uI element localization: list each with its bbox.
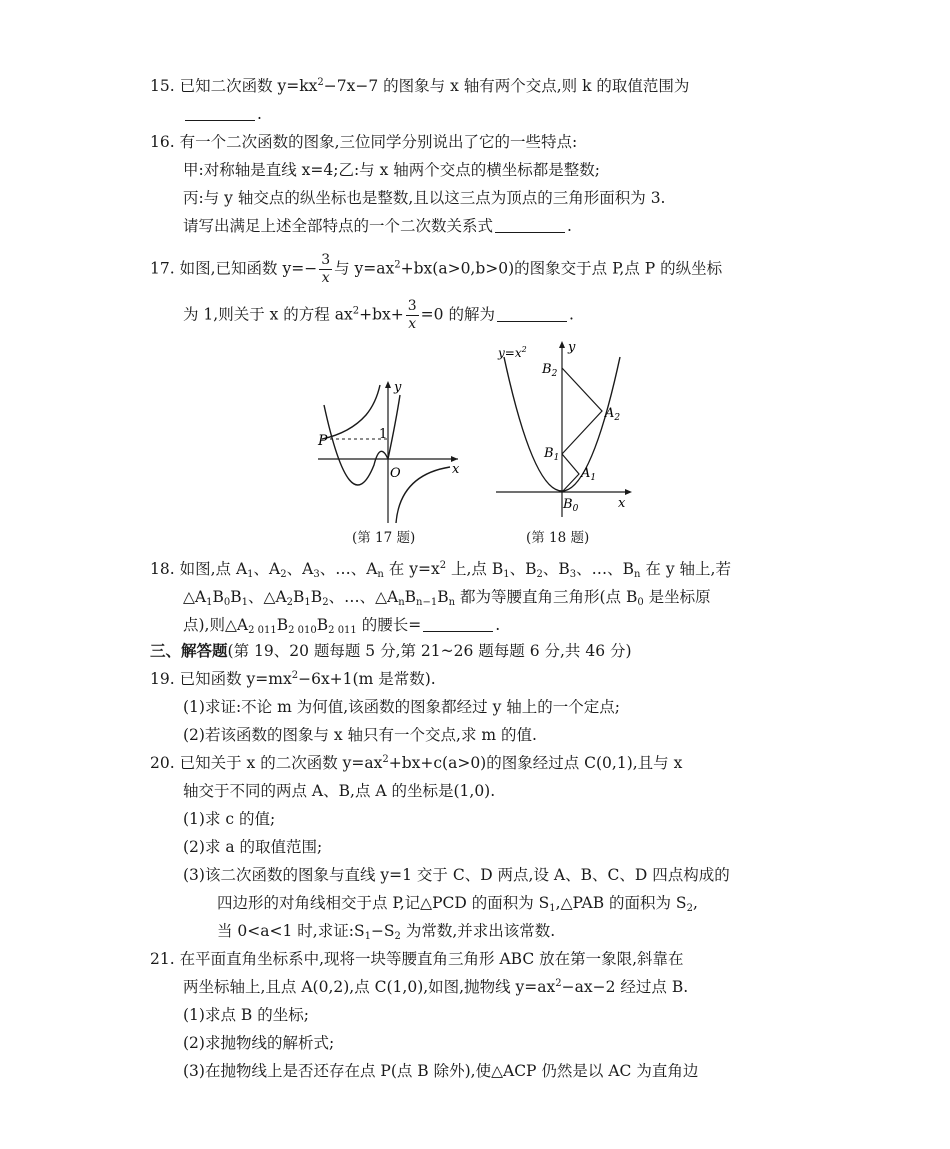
q20-sub: 2	[394, 931, 401, 942]
q20-sub: 1	[549, 903, 556, 914]
fig17-label-x: x	[452, 462, 460, 477]
q18-l1-b: 、A	[253, 560, 281, 578]
q18-l2-j: 都为等腰直角三角形(点 B	[455, 588, 638, 606]
q20-part2: (2)求 a 的取值范围;	[183, 838, 323, 856]
q16-ask-line	[183, 215, 572, 237]
q20-p3b-b: ,△PAB 的面积为 S	[555, 894, 687, 912]
q15-sup: 2	[317, 77, 324, 88]
q18-line3	[183, 614, 500, 636]
q18-l1-h: 、B	[542, 560, 570, 578]
q18-sub: 3	[313, 569, 320, 580]
q18-l2-a: △A	[183, 588, 207, 606]
q17-fraction-2	[406, 298, 419, 333]
q17-tail: .	[568, 305, 574, 324]
q17-sup: 2	[394, 259, 401, 271]
q19-number: 19.	[150, 670, 175, 688]
fig18-label-y: y	[568, 340, 576, 355]
q20-sub: 1	[364, 931, 371, 942]
q21-line2	[183, 976, 688, 998]
q20-text-b: +bx+c(a>0)的图象经过点 C(0,1),且与 x	[388, 754, 683, 772]
q19-text-b: −6x+1(m 是常数).	[298, 670, 436, 688]
q20-p3b-c: ,	[692, 894, 698, 912]
q20-p3b-a: 四边形的对角线相交于点 P,记△PCD 的面积为 S	[217, 894, 550, 912]
q18-sub: n−1	[416, 597, 438, 608]
fig18-b2-b: 2	[551, 369, 558, 379]
q18-l3-b: B	[276, 616, 289, 634]
q16-ask: 请写出满足上述全部特点的一个二次数关系式	[183, 217, 494, 235]
q18-l1-c: 、A	[286, 560, 314, 578]
q15-text-b: −7x−7 的图象与 x 轴有两个交点,则 k 的取值范围为	[323, 77, 690, 95]
q21-part1: (1)求点 B 的坐标;	[183, 1006, 309, 1024]
q19-text-a: 已知函数 y=mx	[179, 670, 292, 688]
figure-17	[300, 375, 480, 525]
fig18-curve-label-b: 2	[521, 345, 527, 354]
q21-sup: 2	[555, 978, 562, 989]
q16-intro: 有一个二次函数的图象,三位同学分别说出了它的一些特点:	[179, 133, 578, 151]
q18-sub: 2	[322, 597, 329, 608]
section-3-note: (第 19、20 题每题 5 分,第 21~26 题每题 6 分,共 46 分)	[227, 642, 632, 660]
q15-number: 15.	[150, 77, 175, 95]
q20-part3-line2	[217, 892, 698, 914]
q18-line2	[183, 586, 711, 608]
fig18-label-b0	[562, 497, 579, 514]
frac-den: x	[321, 270, 330, 286]
q17-line2	[183, 298, 574, 333]
q18-sub: 1	[241, 597, 249, 608]
q19-sup: 2	[291, 670, 299, 681]
q18-l1-a: 如图,点 A	[179, 560, 248, 578]
fig17-label-o: O	[390, 466, 401, 481]
fig18-y-arrow	[559, 341, 565, 348]
fig18-a1-a: A	[581, 466, 591, 481]
q18-sub: 1	[503, 569, 510, 580]
q17-line2-b: +bx+	[359, 305, 404, 324]
fig18-caption: (第 18 题)	[526, 530, 590, 546]
fig18-curve-label	[497, 345, 527, 360]
q15-line1	[150, 75, 689, 97]
q18-sub: 2 011	[248, 625, 277, 636]
fig18-triangle-1	[562, 454, 579, 492]
q21-text-1: 在平面直角坐标系中,现将一块等腰直角三角形 ABC 放在第一象限,斜靠在	[179, 950, 684, 968]
q18-line1	[150, 558, 731, 580]
fig18-x-arrow	[625, 489, 632, 495]
q19-part2: (2)若该函数的图象与 x 轴只有一个交点,求 m 的值.	[183, 726, 537, 744]
q18-number: 18.	[150, 560, 175, 578]
fig18-a2-a: A	[605, 406, 615, 421]
q16-number: 16.	[150, 133, 175, 151]
q18-l2-b: B	[212, 588, 224, 606]
q20-part3-line3	[217, 920, 555, 942]
q18-sub: n	[377, 569, 384, 580]
q18-l3-c: B	[316, 616, 329, 634]
q18-sub: 1	[206, 597, 213, 608]
fig18-a2-b: 2	[614, 413, 621, 423]
q20-number: 20.	[150, 754, 175, 772]
q20-line2: 轴交于不同的两点 A、B,点 A 的坐标是(1,0).	[183, 782, 496, 800]
fig17-y-arrow	[385, 381, 391, 388]
fig18-label-b1	[543, 446, 559, 463]
q15-line2	[183, 103, 262, 125]
section-3-title: 三、解答题	[150, 642, 228, 660]
q16-bing: 丙:与 y 轴交点的纵坐标也是整数,且以这三点为顶点的三角形面积为 3.	[183, 189, 666, 207]
q18-sub: n	[398, 597, 405, 608]
q21-line1	[150, 948, 684, 970]
fig17-caption: (第 17 题)	[352, 530, 416, 546]
frac-num: 3	[321, 252, 331, 268]
q21-part3: (3)在抛物线上是否还存在点 P(点 B 除外),使△ACP 仍然是以 AC 为直角边	[183, 1062, 699, 1080]
fig17-label-y: y	[394, 380, 402, 395]
q16-line1	[150, 131, 577, 153]
fig17-hyperbola-right	[396, 467, 450, 523]
fig17-label-1: 1	[379, 427, 388, 442]
fig18-b2-a: B	[542, 362, 552, 377]
q18-l2-f: B	[310, 588, 323, 606]
q18-l1-i: 、…、B	[576, 560, 635, 578]
q18-sub: n	[448, 597, 456, 608]
q18-l2-k: 是坐标原	[643, 588, 711, 606]
q18-sub: n	[634, 569, 641, 580]
q18-l2-g: 、…、△A	[328, 588, 399, 606]
fig18-curve-label-a: y=x	[498, 346, 522, 360]
q21-part2: (2)求抛物线的解析式;	[183, 1034, 335, 1052]
q21-line2-a: 两坐标轴上,且点 A(0,2),点 C(1,0),如图,抛物线 y=ax	[183, 978, 556, 996]
q20-line1	[150, 752, 682, 774]
fig18-b0-a: B	[563, 497, 573, 512]
q17-text-c: +bx(a>0,b>0)的图象交于点 P,点 P 的纵坐标	[400, 259, 723, 278]
q18-sub: 0	[637, 597, 644, 608]
q18-sub: 2	[280, 569, 287, 580]
q16-answer-blank[interactable]	[495, 216, 565, 233]
q18-sub: 1	[304, 597, 311, 608]
q18-sub: 3	[569, 569, 577, 580]
q18-sup: 2	[439, 560, 447, 571]
q18-answer-blank[interactable]	[423, 615, 493, 632]
fig18-triangle-2	[562, 368, 602, 454]
q17-line2-sup: 2	[352, 305, 360, 317]
q15-text-a: 已知二次函数 y=kx	[179, 77, 318, 95]
q17-line1	[150, 252, 722, 287]
fig17-parabola	[324, 395, 400, 485]
q21-number: 21.	[150, 950, 175, 968]
fig18-b0-b: 0	[572, 504, 579, 514]
q20-p3c-b: −S	[370, 922, 395, 940]
q18-l2-c: B	[230, 588, 242, 606]
q17-number: 17.	[150, 259, 175, 278]
q20-sub: 2	[686, 903, 693, 914]
fig18-b1-a: B	[544, 446, 554, 461]
figure-18	[490, 335, 640, 520]
q15-answer-blank[interactable]	[185, 104, 255, 121]
q17-answer-blank[interactable]	[497, 305, 567, 322]
q17-text-b: 与 y=ax	[334, 259, 395, 278]
fig18-label-a1	[580, 466, 596, 483]
fig18-label-b2	[541, 362, 558, 379]
q18-sub: 2 011	[328, 625, 357, 636]
q18-l2-d: 、△A	[248, 588, 287, 606]
q18-tail: .	[495, 616, 501, 634]
q20-part3: (3)该二次函数的图象与直线 y=1 交于 C、D 两点,设 A、B、C、D 四点构成的	[183, 866, 730, 884]
q17-text-a: 如图,已知函数 y=−	[179, 259, 318, 278]
q18-sub: 0	[223, 597, 231, 608]
q18-sub: 2 010	[288, 625, 317, 636]
fig18-b1-b: 1	[553, 453, 560, 463]
q15-tail: .	[257, 105, 262, 123]
frac-num: 3	[407, 298, 417, 314]
q18-l1-j: 在 y 轴上,若	[640, 560, 731, 578]
q19-line1	[150, 668, 436, 690]
frac-den: x	[408, 316, 417, 332]
q16-jia: 甲:对称轴是直线 x=4;乙:与 x 轴两个交点的横坐标都是整数;	[183, 161, 601, 179]
q18-l3-d: 的腰长=	[356, 616, 422, 634]
q20-part1: (1)求 c 的值;	[183, 810, 276, 828]
q20-p3c-a: 当 0<a<1 时,求证:S	[217, 922, 365, 940]
q18-sub: 2	[536, 569, 543, 580]
q18-l2-h: B	[404, 588, 417, 606]
q18-l2-i: B	[437, 588, 449, 606]
q16-tail: .	[567, 217, 572, 235]
q17-line2-c: =0 的解为	[420, 305, 495, 324]
q21-line2-b: −ax−2 经过点 B.	[561, 978, 689, 996]
q20-p3c-c: 为常数,并求出该常数.	[400, 922, 556, 940]
q20-text-a: 已知关于 x 的二次函数 y=ax	[179, 754, 383, 772]
q18-sub: 2	[286, 597, 294, 608]
q19-part1: (1)求证:不论 m 为何值,该函数的图象都经过 y 轴上的一个定点;	[183, 698, 620, 716]
q20-sup: 2	[382, 754, 389, 765]
q18-sub: 1	[247, 569, 254, 580]
q18-l3-a: 点),则△A	[183, 616, 249, 634]
q18-l1-d: 、…、A	[319, 560, 378, 578]
q17-line2-a: 为 1,则关于 x 的方程 ax	[183, 305, 353, 324]
q18-l2-e: B	[293, 588, 305, 606]
section-3-header	[150, 640, 632, 662]
fig18-label-a2	[604, 406, 620, 423]
fig18-a1-b: 1	[590, 473, 597, 483]
q18-l1-g: 、B	[509, 560, 537, 578]
fig18-label-x: x	[618, 496, 626, 511]
q18-l1-e: 在 y=x	[383, 560, 440, 578]
q17-fraction-1	[319, 252, 332, 287]
q18-l1-f: 上,点 B	[446, 560, 504, 578]
fig17-label-p: P	[318, 433, 328, 449]
